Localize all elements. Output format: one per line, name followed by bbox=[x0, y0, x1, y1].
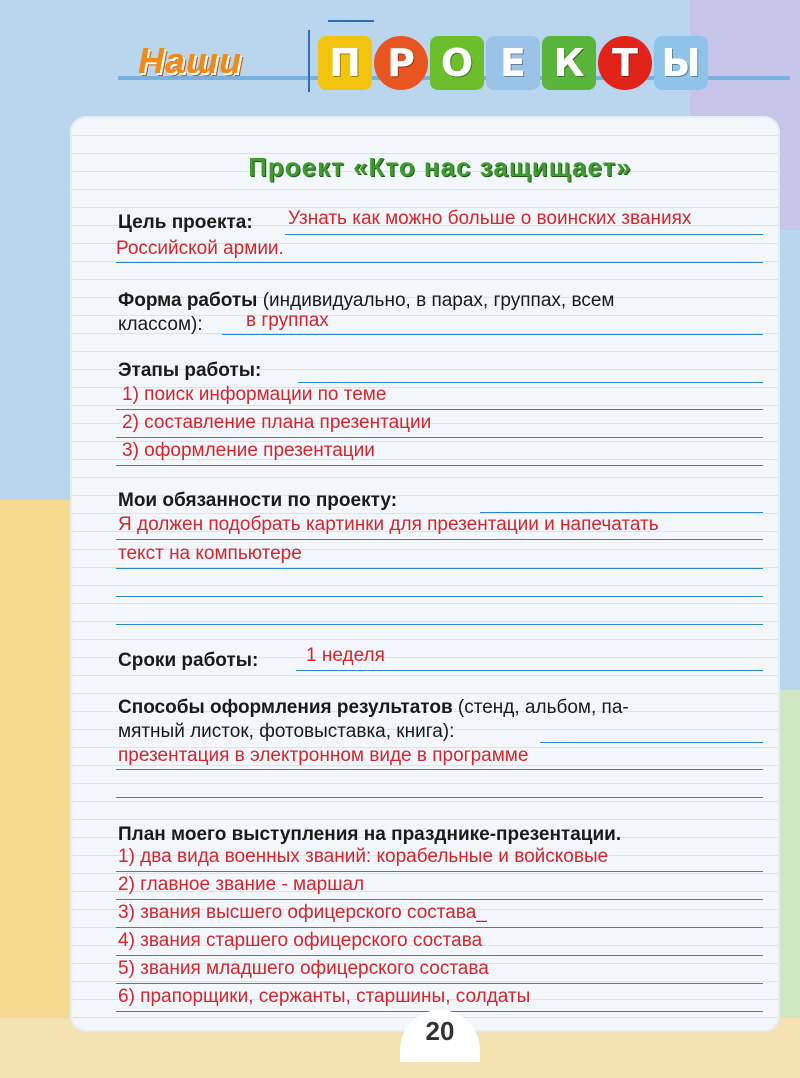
page-title: Проект «Кто нас защищает» bbox=[248, 152, 632, 182]
methods-rule-2 bbox=[116, 797, 763, 798]
page-number: 20 bbox=[425, 1016, 455, 1046]
stages-rule-1 bbox=[116, 409, 763, 410]
form-label-bold: Форма работы bbox=[118, 290, 258, 311]
letter-tile: П bbox=[318, 36, 372, 90]
plan-item: 2) главное звание - маршал bbox=[118, 874, 365, 895]
goal-answer-line1: Узнать как можно больше о воинских званиях bbox=[288, 208, 692, 229]
methods-options-2: мятный листок, фотовыставка, книга): bbox=[118, 721, 455, 742]
duties-rule-2 bbox=[116, 568, 763, 569]
stages-rule-0 bbox=[298, 382, 763, 383]
terms-rule bbox=[296, 670, 763, 671]
ruler-vertical-icon bbox=[308, 30, 310, 92]
plan-rule-4 bbox=[116, 955, 763, 956]
stage-item: 2) составление плана презентации bbox=[122, 412, 432, 433]
letter-tile: Е bbox=[486, 36, 540, 90]
methods-rule-1 bbox=[116, 769, 763, 770]
methods-label-bold: Способы оформления результатов bbox=[118, 697, 453, 718]
duties-rule-4 bbox=[116, 624, 763, 625]
duties-rule-0 bbox=[480, 512, 763, 513]
plan-label: План моего выступления на празднике-презентации. bbox=[118, 824, 622, 845]
letter-tile: Ы bbox=[654, 36, 708, 90]
terms-label: Сроки работы: bbox=[118, 650, 259, 671]
duties-answer-line1: Я должен подобрать картинки для презентации и напечатать bbox=[118, 514, 659, 535]
form-label bbox=[118, 290, 614, 312]
ruler-horizontal-icon bbox=[328, 20, 374, 22]
letter-tile: О bbox=[430, 36, 484, 90]
plan-rule-2 bbox=[116, 899, 763, 900]
methods-rule-0 bbox=[540, 742, 763, 743]
stage-item: 1) поиск информации по теме bbox=[122, 384, 387, 405]
goal-label: Цель проекта: bbox=[118, 212, 253, 233]
duties-label: Мои обязанности по проекту: bbox=[118, 490, 398, 511]
stage-item: 3) оформление презентации bbox=[122, 440, 375, 461]
plan-item: 3) звания высшего офицерского состава_ bbox=[118, 902, 487, 923]
terms-answer: 1 неделя bbox=[306, 645, 385, 666]
duties-answer-line2: текст на компьютере bbox=[118, 543, 302, 564]
plan-item: 6) прапорщики, сержанты, старшины, солдаты bbox=[118, 986, 531, 1007]
tomato-letter-tile: Т bbox=[598, 36, 652, 90]
stages-rule-2 bbox=[116, 437, 763, 438]
form-options: (индивидуально, в парах, группах, всем bbox=[262, 290, 615, 311]
form-options-2: классом): bbox=[118, 314, 203, 335]
header-letter-tiles bbox=[318, 28, 708, 98]
form-answer: в группах bbox=[246, 310, 329, 331]
methods-options: (стенд, альбом, па- bbox=[457, 697, 629, 718]
header-word-nashi: Наши bbox=[138, 40, 243, 81]
methods-label bbox=[118, 697, 629, 719]
duties-rule-3 bbox=[116, 596, 763, 597]
goal-rule-2 bbox=[116, 262, 763, 263]
duties-rule-1 bbox=[116, 539, 763, 540]
apple-letter-tile: Р bbox=[374, 36, 428, 90]
plan-rule-1 bbox=[116, 871, 763, 872]
methods-answer: презентация в электронном виде в программе bbox=[118, 745, 529, 766]
form-rule bbox=[222, 334, 763, 335]
stages-label: Этапы работы: bbox=[118, 360, 262, 381]
stages-rule-3 bbox=[116, 465, 763, 466]
plan-item: 1) два вида военных званий: корабельные и войсковые bbox=[118, 846, 609, 867]
goal-rule-1 bbox=[285, 234, 763, 235]
plan-rule-3 bbox=[116, 927, 763, 928]
goal-answer-line2: Российской армии. bbox=[116, 238, 284, 259]
letter-tile: К bbox=[542, 36, 596, 90]
plan-item: 4) звания старшего офицерского состава bbox=[118, 930, 483, 951]
plan-item: 5) звания младшего офицерского состава bbox=[118, 958, 489, 979]
plan-rule-5 bbox=[116, 983, 763, 984]
